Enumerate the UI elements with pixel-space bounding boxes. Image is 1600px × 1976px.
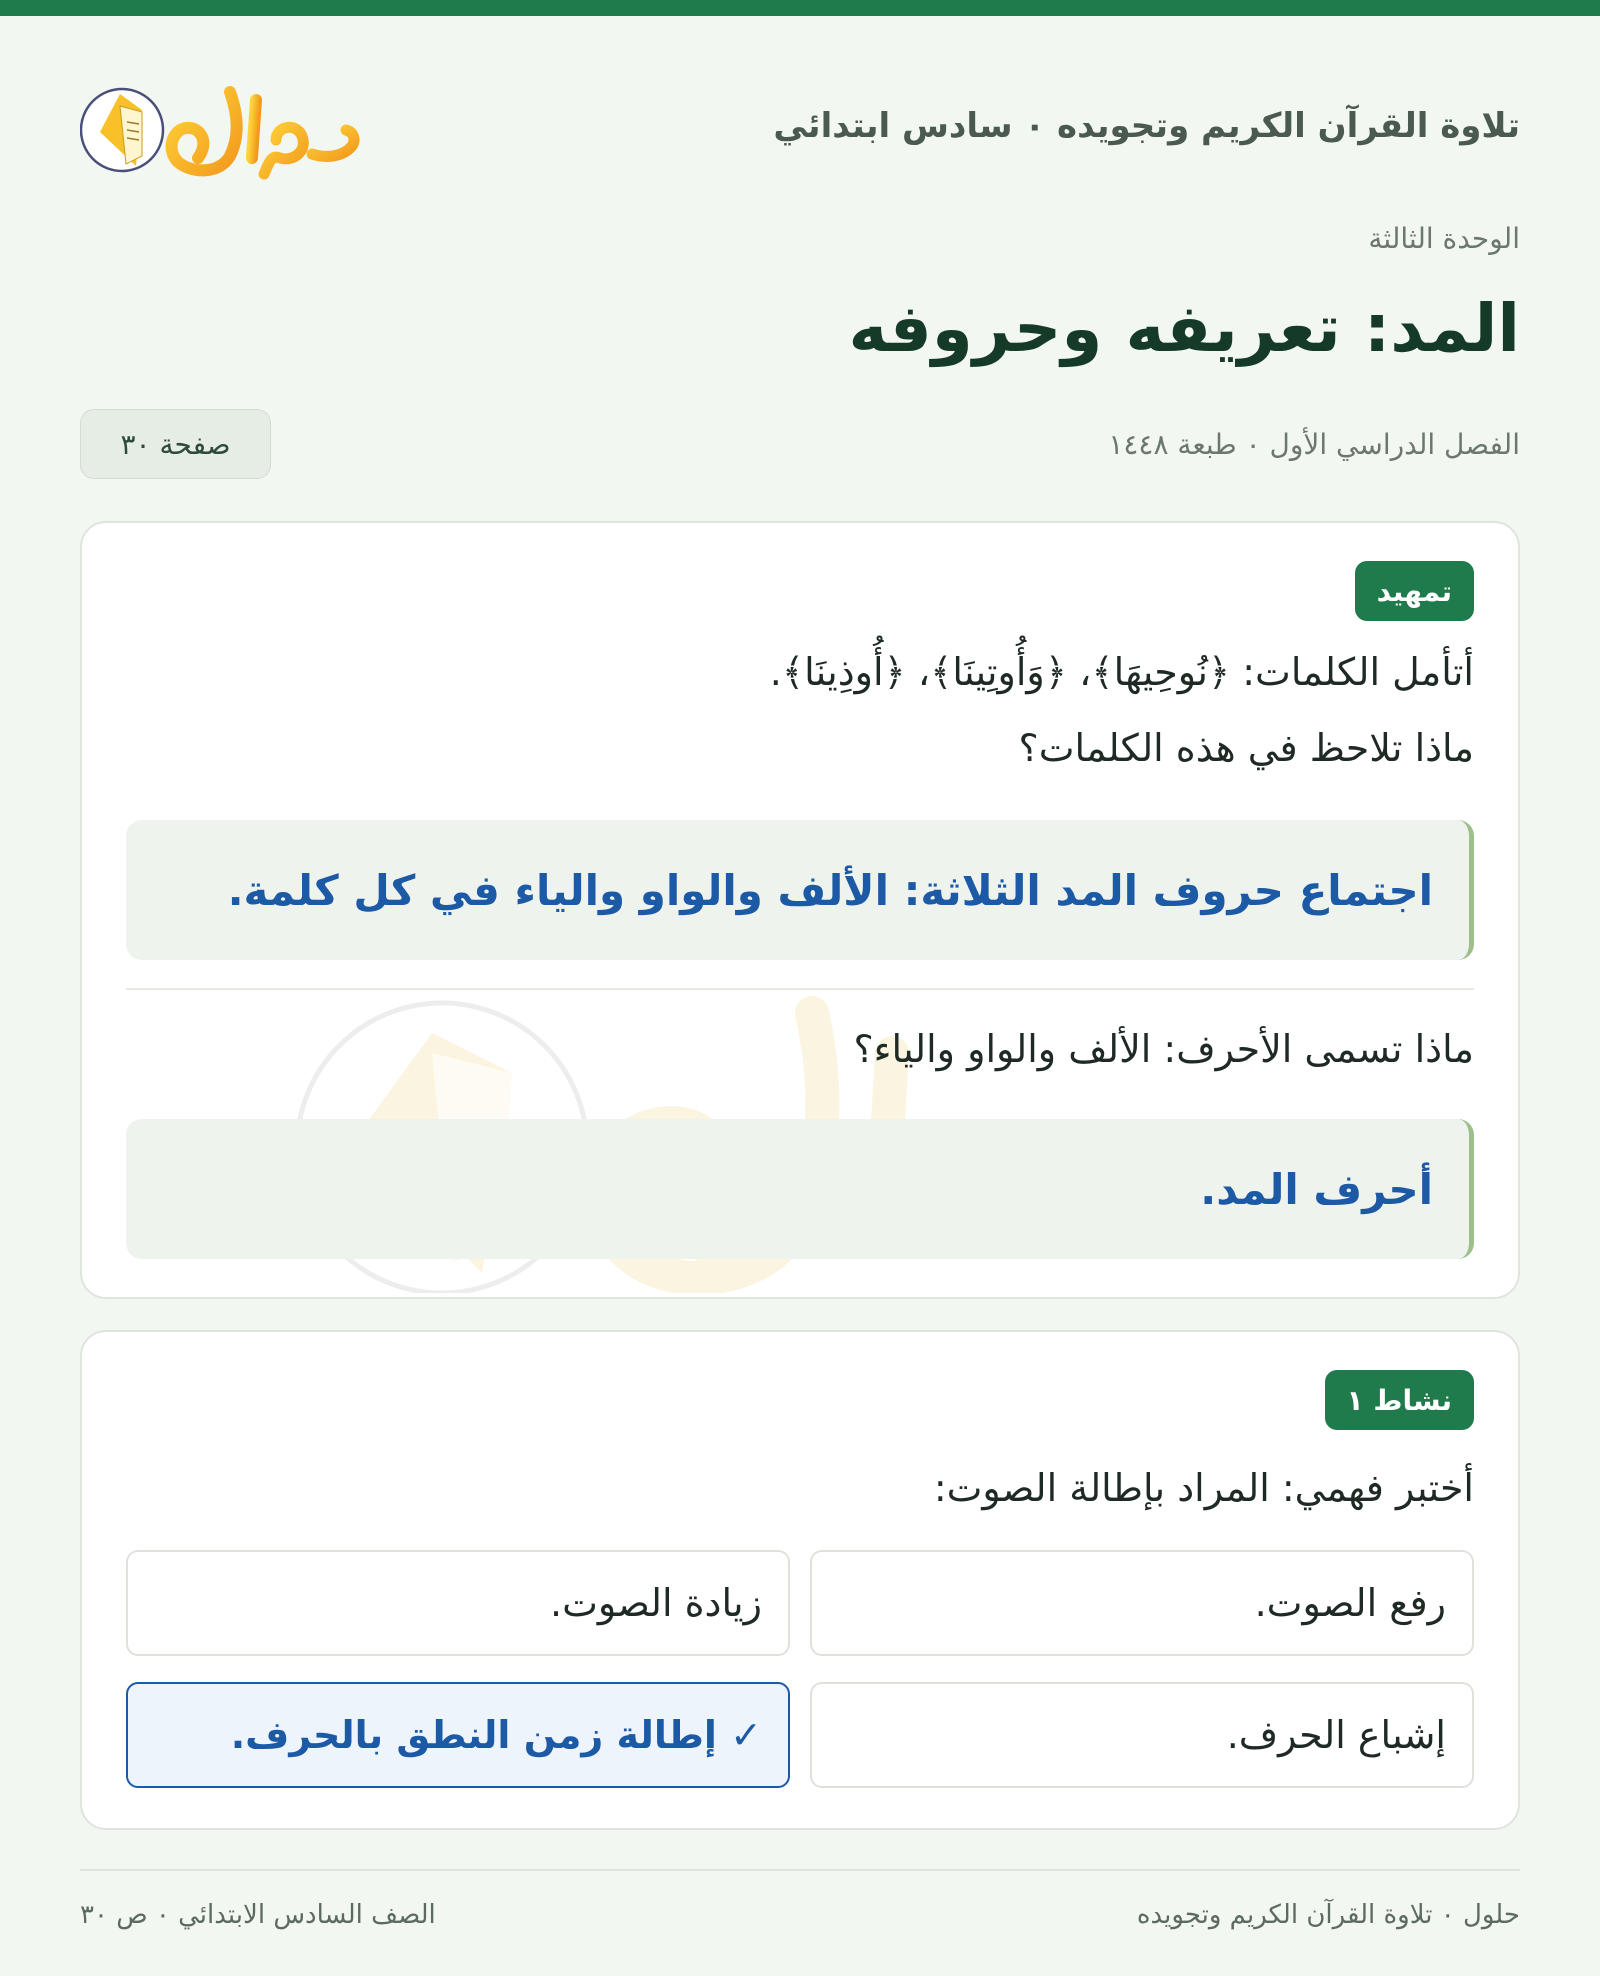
card-divider — [126, 988, 1474, 990]
question-observe-words: أتأمل الكلمات: ﴿نُوحِيهَا﴾، ﴿وَأُوتِينَا﴾، ﴿أُوذِينَا﴾. — [769, 650, 1474, 694]
holol-logo[interactable] — [80, 70, 360, 180]
footer-grade-page: الصف السادس الابتدائي ٠ ص ٣٠ — [80, 1900, 436, 1930]
footer-divider — [80, 1869, 1520, 1871]
page-header — [80, 70, 1520, 180]
top-accent-strip — [0, 0, 1600, 16]
semester-edition-meta: الفصل الدراسي الأول ٠ طبعة ١٤٤٨ — [1108, 428, 1520, 461]
answer-box-2 — [126, 1119, 1474, 1259]
page-number-badge: صفحة ٣٠ — [80, 409, 271, 479]
subject-grade-line: تلاوة القرآن الكريم وتجويده ٠ سادس ابتدائي — [773, 106, 1520, 146]
unit-label: الوحدة الثالثة — [1368, 222, 1520, 255]
activity-card — [80, 1330, 1520, 1830]
option-raise-voice[interactable]: رفع الصوت. — [810, 1550, 1474, 1656]
option-increase-voice[interactable]: زيادة الصوت. — [126, 1550, 790, 1656]
activity-tag: نشاط ١ — [1325, 1370, 1474, 1430]
activity-question: أختبر فهمي: المراد بإطالة الصوت: — [933, 1466, 1474, 1510]
answer-text-2: أحرف المد. — [1200, 1164, 1433, 1214]
intro-tag: تمهيد — [1355, 561, 1474, 621]
option-saturate-letter[interactable]: إشباع الحرف. — [810, 1682, 1474, 1788]
question-letters-name: ماذا تسمى الأحرف: الألف والواو والياء؟ — [853, 1027, 1474, 1071]
intro-card — [80, 521, 1520, 1299]
footer-brand-subject: حلول ٠ تلاوة القرآن الكريم وتجويده — [1136, 1900, 1520, 1930]
answer-text-1: اجتماع حروف المد الثلاثة: الألف والواو والياء في كل كلمة. — [227, 865, 1433, 915]
question-what-notice: ماذا تلاحظ في هذه الكلمات؟ — [1018, 726, 1474, 770]
option-lengthen-pronunciation[interactable]: ✓ إطالة زمن النطق بالحرف. — [126, 1682, 790, 1788]
answer-box-1 — [126, 820, 1474, 960]
page-title: المد: تعريفه وحروفه — [848, 290, 1520, 367]
